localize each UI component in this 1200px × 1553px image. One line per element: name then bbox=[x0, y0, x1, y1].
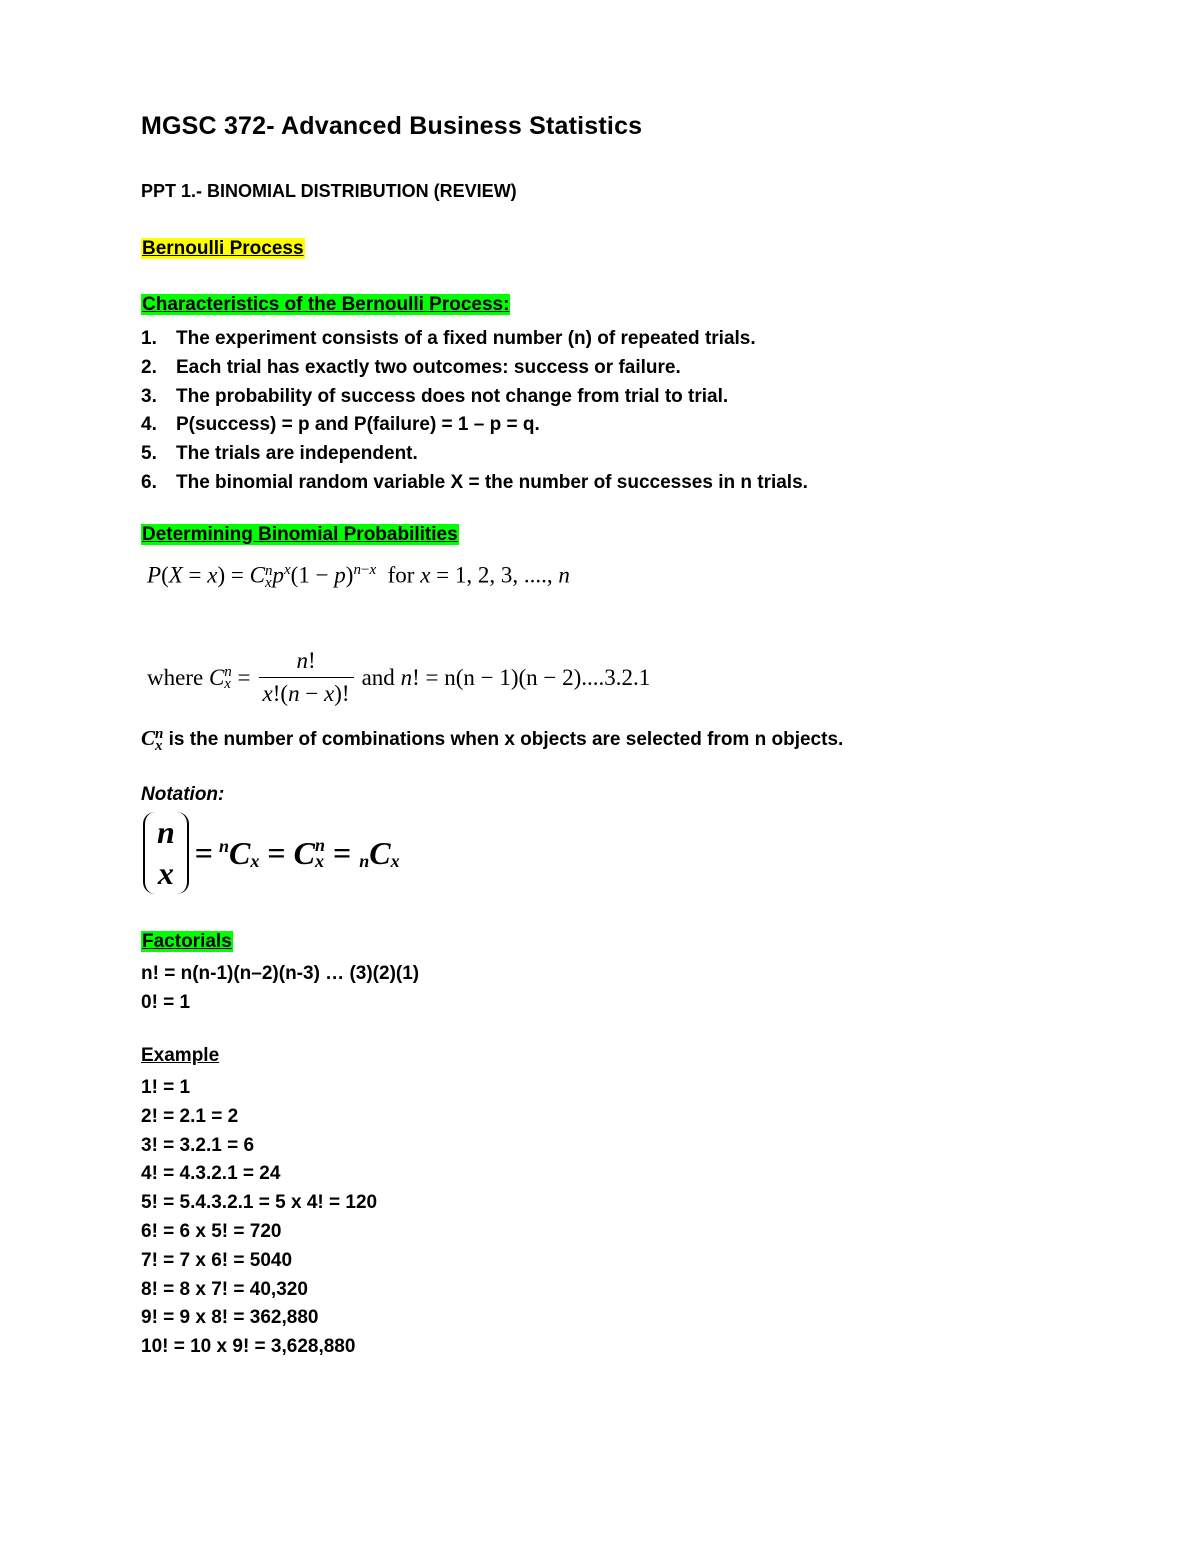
list-item-number: 2. bbox=[141, 356, 157, 378]
list-item-text: The probability of success does not change from trial to trial. bbox=[176, 385, 729, 407]
combination-description-line bbox=[141, 726, 844, 755]
combination-formula: where C n x = $\frac{n!}{x!(n - x)!}$ and n ! = n(n − 1)(n − 2)....3.2.1 bbox=[147, 648, 651, 706]
factorial-expansion: = n(n − 1)(n − 2)....3.2.1 bbox=[425, 664, 651, 690]
binomial-heading-wrap bbox=[141, 524, 459, 546]
example-line: 10! = 10 x 9! = 3,628,880 bbox=[141, 1336, 356, 1358]
notation-heading: Notation: bbox=[141, 784, 225, 805]
list-item-text: Each trial has exactly two outcomes: success or failure. bbox=[176, 356, 681, 378]
list-item bbox=[141, 411, 808, 440]
bernoulli-heading: Bernoulli Process bbox=[142, 238, 304, 259]
example-line: 8! = 8 x 7! = 40,320 bbox=[141, 1278, 308, 1300]
example-line: 6! = 6 x 5! = 720 bbox=[141, 1220, 282, 1242]
example-line: 7! = 7 x 6! = 5040 bbox=[141, 1249, 293, 1271]
document-subtitle: PPT 1.- BINOMIAL DISTRIBUTION (REVIEW) bbox=[141, 181, 517, 201]
binomial-heading: Determining Binomial Probabilities bbox=[142, 524, 458, 545]
bernoulli-heading-wrap bbox=[141, 238, 305, 260]
example-list bbox=[141, 1074, 377, 1362]
example-line: 4! = 4.3.2.1 = 24 bbox=[141, 1163, 281, 1185]
and-label: and bbox=[361, 664, 395, 690]
list-item bbox=[141, 383, 808, 412]
characteristics-list bbox=[141, 325, 808, 498]
factorial-line: n! = n(n-1)(n–2)(n-3) … (3)(2)(1) bbox=[141, 963, 420, 984]
list-item bbox=[141, 354, 808, 383]
example-line: 1! = 1 bbox=[141, 1077, 191, 1098]
formula-for-label: for bbox=[387, 562, 415, 588]
list-item-number: 5. bbox=[141, 443, 157, 465]
factorial-definitions bbox=[141, 960, 419, 1018]
combination-fraction: $\frac{n!}{x!(n - x)!}$ bbox=[259, 648, 354, 707]
document-title: MGSC 372- Advanced Business Statistics bbox=[141, 112, 643, 140]
list-item-number: 6. bbox=[141, 471, 157, 493]
list-item bbox=[141, 469, 808, 498]
binomial-coefficient: n x bbox=[143, 812, 189, 894]
binomial-formula: P(X = x) = C n x $p^x(1 - p)^{n-x}$ for x = 1, 2, 3, ...., n bbox=[147, 562, 570, 592]
example-line: 2! = 2.1 = 2 bbox=[141, 1105, 239, 1127]
combination-description: is the number of combinations when x objects are selected from n objects. bbox=[163, 729, 844, 750]
list-item-text: The trials are independent. bbox=[176, 443, 418, 465]
list-item-text: The experiment consists of a fixed number (n) of repeated trials. bbox=[176, 328, 756, 349]
formula-range: = 1, 2, 3, ...., bbox=[436, 562, 559, 588]
where-label: where bbox=[147, 664, 204, 690]
example-line: 5! = 5.4.3.2.1 = 5 x 4! = 120 bbox=[141, 1192, 378, 1214]
list-item-text: The binomial random variable X = the number of successes in n trials. bbox=[176, 471, 808, 493]
characteristics-heading-wrap bbox=[141, 294, 510, 316]
list-item-number: 4. bbox=[141, 414, 157, 436]
factorial-line: 0! = 1 bbox=[141, 991, 191, 1013]
list-item bbox=[141, 440, 808, 469]
example-heading: Example bbox=[141, 1045, 220, 1066]
example-line: 3! = 3.2.1 = 6 bbox=[141, 1134, 255, 1156]
list-item-number: 1. bbox=[141, 328, 157, 349]
combination-symbol: C n x bbox=[141, 726, 164, 755]
list-item bbox=[141, 325, 808, 354]
factorials-heading-wrap bbox=[141, 931, 233, 953]
example-line: 9! = 9 x 8! = 362,880 bbox=[141, 1307, 319, 1329]
list-item-text: P(success) = p and P(failure) = 1 – p = q. bbox=[176, 414, 540, 436]
characteristics-heading: Characteristics of the Bernoulli Process: bbox=[142, 294, 510, 315]
factorials-heading: Factorials bbox=[142, 931, 232, 952]
notation-formula: n x = $^n$ C $_x$ = C n x = $_n$ C $_x$ bbox=[143, 812, 400, 894]
list-item-number: 3. bbox=[141, 385, 157, 407]
